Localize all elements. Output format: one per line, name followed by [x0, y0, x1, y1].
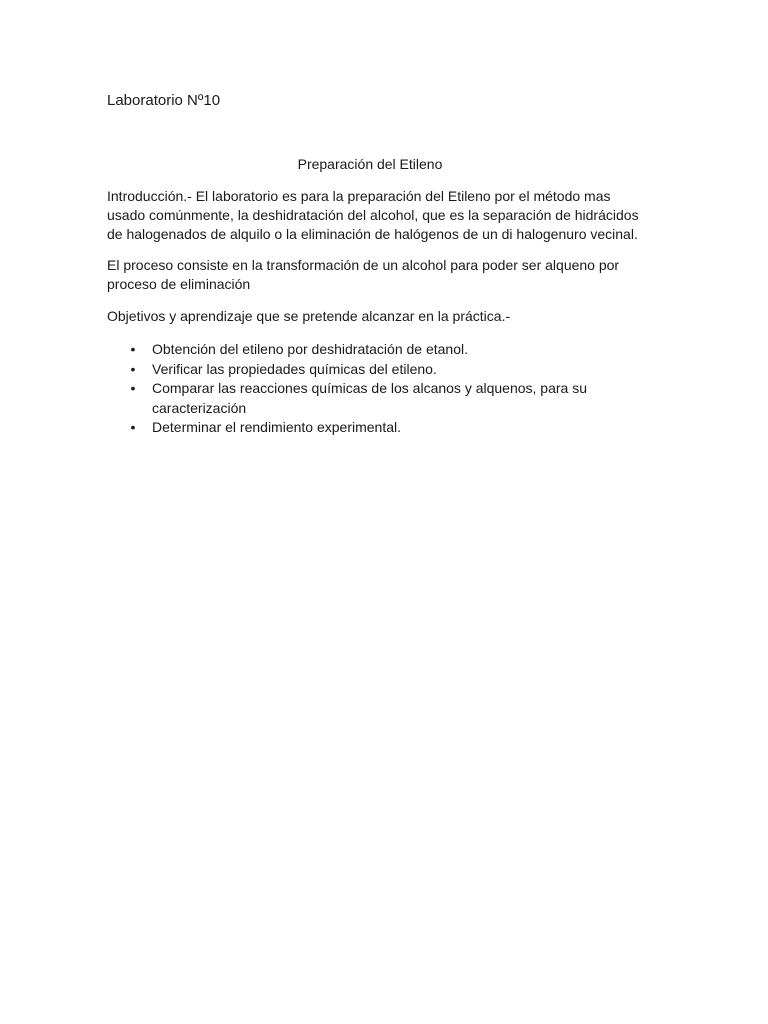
- bullet-icon: •: [130, 341, 136, 357]
- objective-text: Obtención del etileno por deshidratación de etanol.: [152, 341, 468, 357]
- objectives-list: [107, 340, 627, 438]
- objective-item: [107, 360, 627, 380]
- objectives-heading: Objetivos y aprendizaje que se pretende alcanzar en la práctica.-: [107, 308, 511, 324]
- process-paragraph: El proceso consiste en la transformación de un alcohol para poder ser alqueno por proceso de eliminación: [107, 257, 620, 292]
- objective-item: [107, 379, 627, 418]
- objective-item: [107, 418, 627, 438]
- objective-text: Determinar el rendimiento experimental.: [152, 419, 401, 435]
- objective-text: Verificar las propiedades químicas del etileno.: [152, 360, 437, 377]
- section-title: Preparación del Etileno: [297, 156, 443, 172]
- intro-paragraph: Introducción.- El laboratorio es para la preparación del Etileno por el método mas usado comúnmente, la deshidratación del alcohol, que es la separación de hidrácidos de halogenados de alquilo o la eliminación de halógenos de un di halogenuro vecinal.: [107, 188, 639, 242]
- document-title: Laboratorio Nº10: [107, 92, 221, 109]
- bullet-icon: •: [130, 360, 136, 377]
- bullet-icon: •: [130, 419, 136, 435]
- objective-item: [107, 340, 627, 360]
- objective-text: Comparar las reacciones químicas de los alcanos y alquenos, para su caracterización: [152, 380, 588, 416]
- bullet-icon: •: [130, 380, 136, 396]
